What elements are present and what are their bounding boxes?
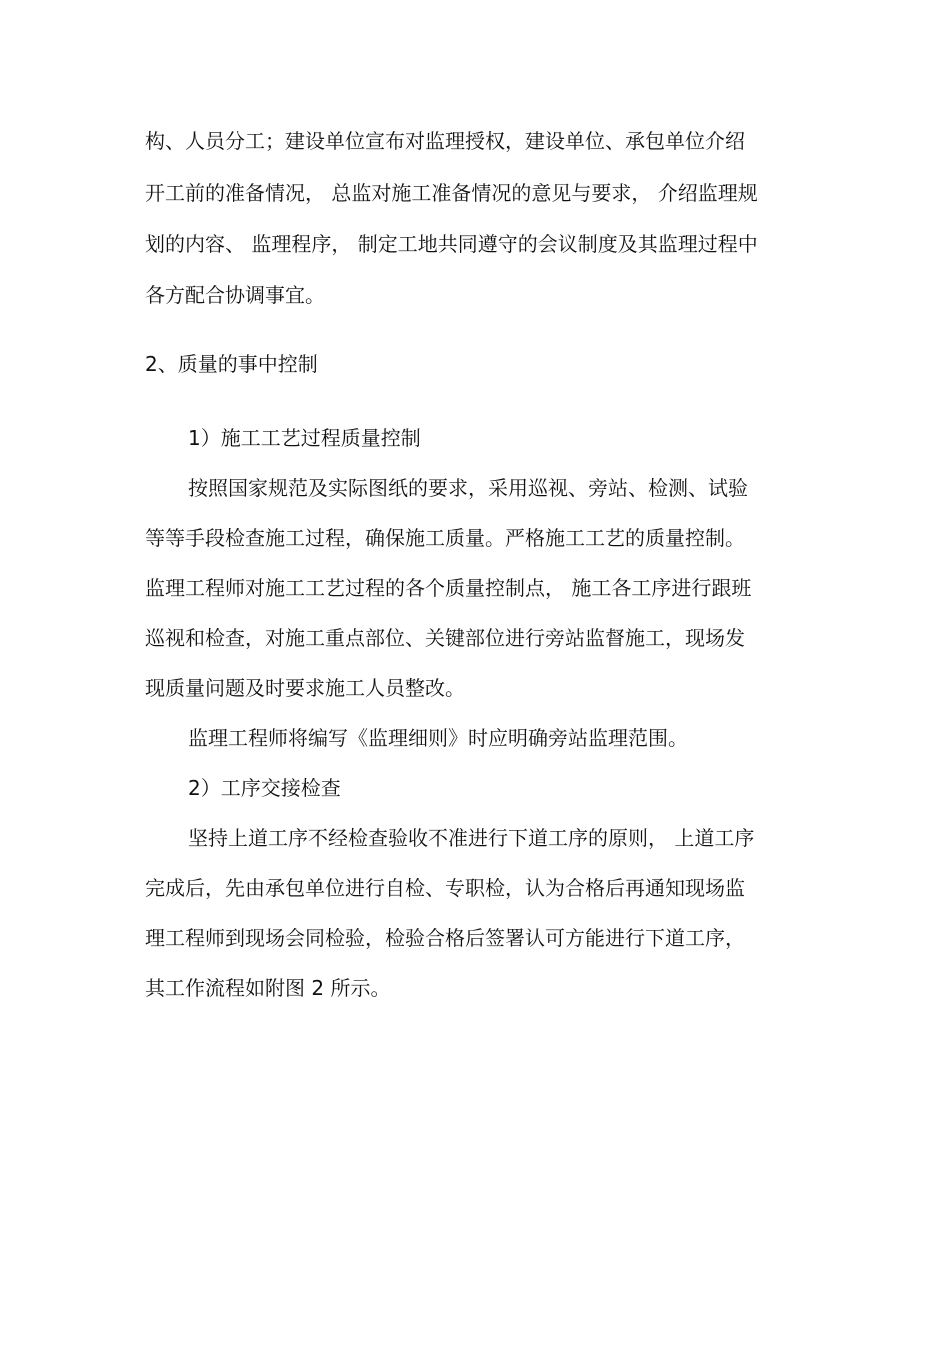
intro-line-2: 开工前的准备情况， 总监对施工准备情况的意见与要求， 介绍监理规 [145, 181, 758, 205]
subsection-1-para-1-line-1: 按照国家规范及实际图纸的要求，采用巡视、旁站、检测、试验 [188, 476, 748, 500]
subsection-1-para-1-line-5: 现质量问题及时要求施工人员整改。 [145, 676, 465, 700]
subsection-2-para-1-line-2: 完成后，先由承包单位进行自检、专职检，认为合格后再通知现场监 [145, 876, 745, 900]
subsection-1-para-2: 监理工程师将编写《监理细则》时应明确旁站监理范围。 [188, 726, 688, 750]
intro-line-1: 构、人员分工；建设单位宣布对监理授权，建设单位、承包单位介绍 [145, 129, 745, 153]
intro-line-4: 各方配合协调事宜。 [145, 283, 325, 307]
subsection-2-heading: 2）工序交接检查 [188, 776, 341, 800]
section-heading: 2、质量的事中控制 [145, 352, 318, 376]
subsection-2-para-1-line-1: 坚持上道工序不经检查验收不准进行下道工序的原则， 上道工序 [188, 826, 755, 850]
subsection-1-heading: 1）施工工艺过程质量控制 [188, 426, 421, 450]
intro-line-3: 划的内容、 监理程序， 制定工地共同遵守的会议制度及其监理过程中 [145, 232, 758, 256]
subsection-1-para-1-line-2: 等等手段检查施工过程，确保施工质量。严格施工工艺的质量控制。 [145, 526, 745, 550]
subsection-1-para-1-line-3: 监理工程师对施工工艺过程的各个质量控制点， 施工各工序进行跟班 [145, 576, 752, 600]
subsection-2-para-1-line-4: 其工作流程如附图 2 所示。 [145, 976, 391, 1000]
subsection-2-para-1-line-3: 理工程师到现场会同检验，检验合格后签署认可方能进行下道工序， [145, 926, 745, 950]
subsection-1-para-1-line-4: 巡视和检查，对施工重点部位、关键部位进行旁站监督施工，现场发 [145, 626, 745, 650]
